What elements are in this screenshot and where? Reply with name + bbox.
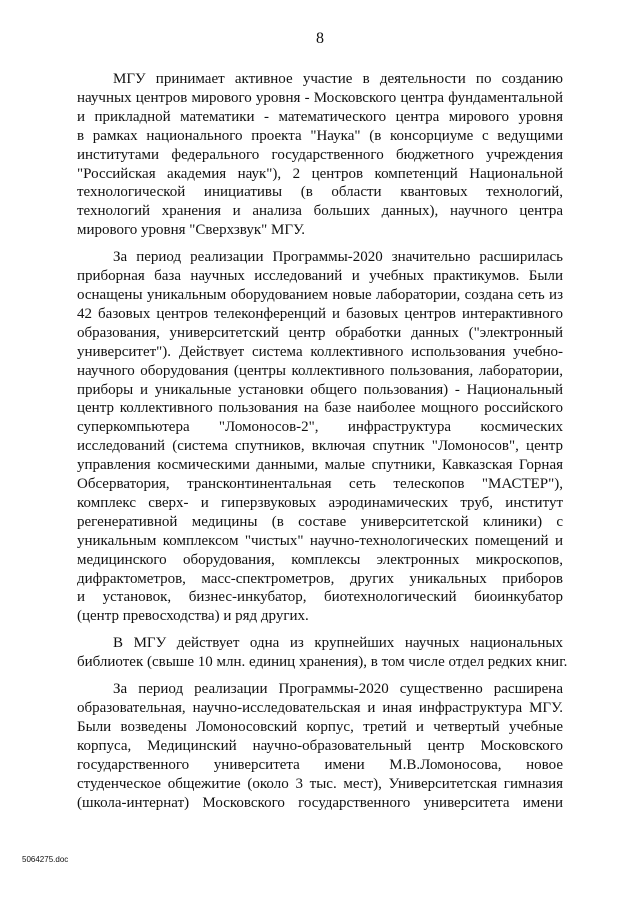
text-line: Обсерватория, трансконтинентальная сеть телескопов "МАСТЕР"), <box>77 476 563 493</box>
text-line: библиотек (свыше 10 млн. единиц хранения), в том числе отдел редких книг. <box>77 654 568 671</box>
text-line: центр коллективного пользования на базе наиболее мощного российского <box>77 400 563 417</box>
document-body <box>77 70 568 820</box>
text-line: корпуса, Медицинский научно-образовательный центр Московского <box>77 737 563 754</box>
text-line: "Российская академия наук"), 2 центров компетенций Национальной <box>77 165 563 182</box>
document-file-name: 5064275.doc <box>22 855 69 864</box>
text-line: и установок, бизнес-инкубатор, биотехнологический биоинкубатор <box>77 589 563 606</box>
text-line: Были возведены Ломоносовский корпус, третий и четвертый учебные <box>77 718 563 735</box>
paragraph <box>77 680 563 812</box>
paragraph <box>77 634 568 672</box>
text-line: приборы и уникальные установки общего пользования) - Национальный <box>77 381 563 398</box>
text-line: научных центров мирового уровня - Московского центра фундаментальной <box>77 89 563 106</box>
paragraph <box>77 70 563 240</box>
text-line: дифрактометров, масс-спектрометров, других уникальных приборов <box>77 570 563 587</box>
text-line: технологической инициативы (в области квантовых технологий, <box>77 184 563 201</box>
text-line: управления космическими данными, малые спутники, Кавказская Горная <box>77 457 563 474</box>
text-line: 42 базовых центров телеконференций и базовых центров интерактивного <box>77 305 563 322</box>
text-line: приборная база научных исследований и учебных практикумов. Были <box>77 268 563 285</box>
text-line: и прикладной математики - математического центра мирового уровня <box>77 108 563 125</box>
text-line: медицинского оборудования, комплексы электронных микроскопов, <box>77 551 563 568</box>
text-line: (центр превосходства) и ряд других. <box>77 608 309 625</box>
text-line: образовательная, научно-исследовательская и иная инфраструктура МГУ. <box>77 700 563 716</box>
text-line: исследований (система спутников, включая спутник "Ломоносов", центр <box>77 438 563 455</box>
text-line: За период реализации Программы-2020 значительно расширилась <box>113 249 563 266</box>
text-line: образования, университетский центр обработки данных ("электронный <box>77 324 563 341</box>
text-line: За период реализации Программы-2020 существенно расширена <box>113 681 563 698</box>
text-line: государственного университета имени М.В.Ломоносова, новое <box>77 756 563 773</box>
text-line: мирового уровня "Сверхзвук" МГУ. <box>77 222 305 239</box>
text-line: уникальным комплексом "чистых" научно-технологических помещений и <box>77 532 563 549</box>
text-line: институтами федерального государственного бюджетного учреждения <box>77 146 563 163</box>
text-line: комплекс сверх- и гиперзвуковых аэродинамических труб, институт <box>77 494 563 511</box>
text-line: В МГУ действует одна из крупнейших научных национальных <box>113 635 563 652</box>
text-line: оснащены уникальным оборудованием новые лаборатории, создана сеть из <box>77 286 563 303</box>
text-line: МГУ принимает активное участие в деятельности по созданию <box>113 71 563 87</box>
text-line: научного оборудования (центры коллективного пользования, лаборатории, <box>77 362 563 379</box>
paragraph <box>77 248 563 626</box>
text-line: в рамках национального проекта "Наука" (в консорциуме с ведущими <box>77 127 563 144</box>
text-line: регенеративной медицины (в составе университетской клиники) с <box>77 513 563 530</box>
page-number: 8 <box>316 30 324 47</box>
text-line: студенческое общежитие (около 3 тыс. мест), Университетская гимназия <box>77 775 563 792</box>
text-line: суперкомпьютера "Ломоносов-2", инфраструктура космических <box>77 419 563 436</box>
text-line: (школа-интернат) Московского государственного университета имени <box>77 794 563 811</box>
text-line: университет"). Действует система коллективного использования учебно- <box>77 343 563 360</box>
text-line: технологий хранения и анализа больших данных), научного центра <box>77 203 563 220</box>
